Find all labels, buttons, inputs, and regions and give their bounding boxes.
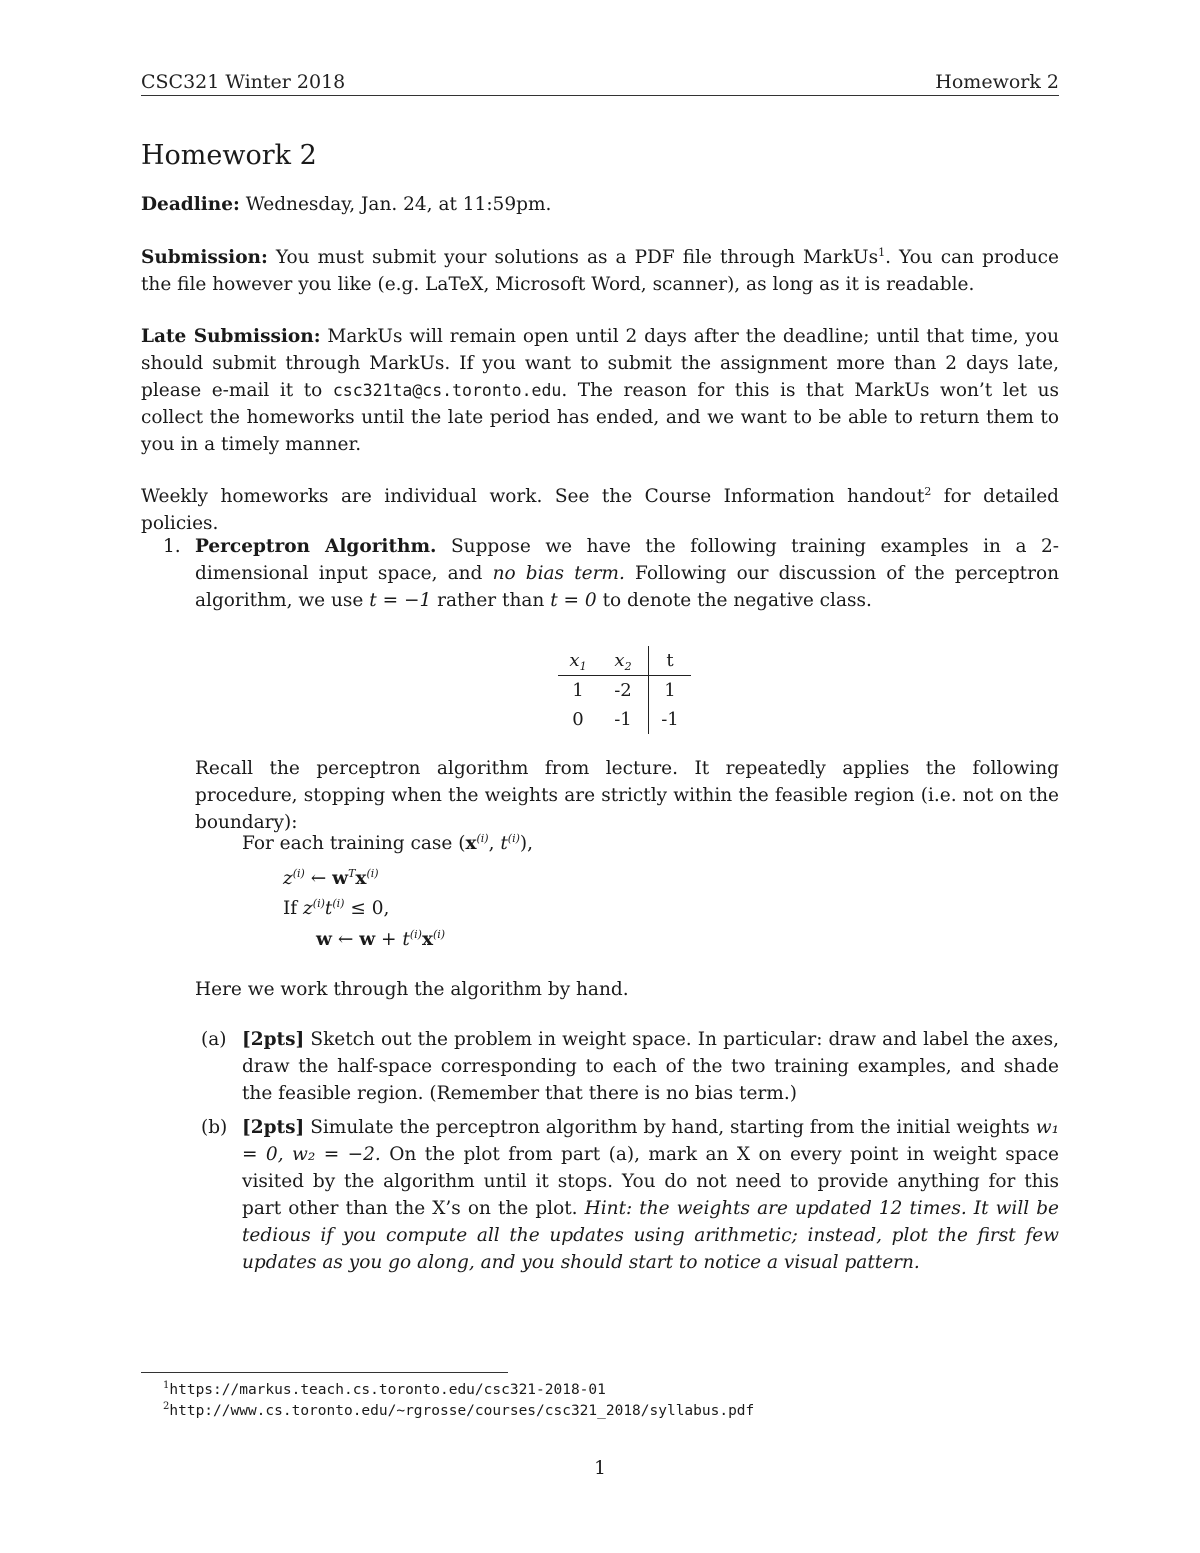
part-b-text-a: Simulate the perceptron algorithm by hand, starting from the initial weights xyxy=(310,1117,1030,1138)
late-submission-paragraph xyxy=(141,323,1059,458)
header-course: CSC321 Winter 2018 xyxy=(141,71,346,93)
algo-line-4: w ← $w + t^{(i)}x^{(i)}$ xyxy=(316,928,446,950)
late-text-b: . The reason for this is that MarkUs won’t let us collect the homeworks until the late period has ended, and we want to be able to return them to you in a timely manner. xyxy=(141,380,1060,455)
table-cell: 1 xyxy=(649,676,692,706)
table-row xyxy=(558,705,691,734)
late-text-a: MarkUs will remain open until 2 days after the deadline; until that time, you should submit through MarkUs. If you want to submit the assignment more than 2 days late, please e-mail it to xyxy=(141,326,1059,401)
problem-number: 1. xyxy=(163,536,181,557)
deadline-text: Wednesday, Jan. 24, at 11:59pm. xyxy=(245,194,552,215)
table-header-row xyxy=(558,646,691,676)
page-title: Homework 2 xyxy=(141,140,317,171)
footnote-rule xyxy=(141,1372,508,1373)
deadline-label: Deadline: xyxy=(141,194,240,215)
syllabus-url-link[interactable]: http://www.cs.toronto.edu/~rgrosse/courses/csc321_2018/syllabus.pdf xyxy=(169,1403,755,1419)
part-a-label: (a) xyxy=(201,1029,227,1050)
submission-paragraph xyxy=(141,244,1059,298)
table-cell: 0 xyxy=(572,709,584,730)
initial-weights: w₁ = 0, w₂ = −2. xyxy=(242,1117,1059,1165)
footnote-1: $^1$https://markus.teach.cs.toronto.edu/csc321-2018-01 xyxy=(163,1380,606,1398)
header-x2: $x_2$ xyxy=(598,646,649,676)
part-b-hint: Hint: the weights are updated 12 times. It will be tedious if you compute all the updates using arithmetic; instead, plot the first few updates as you go along, and you should start to notice a visual pattern. xyxy=(242,1198,1059,1273)
problem-title: Perceptron Algorithm. xyxy=(195,536,437,557)
t-zero: t = 0 xyxy=(550,590,597,611)
header-t: t xyxy=(649,646,692,676)
part-b-label: (b) xyxy=(201,1117,228,1138)
algo-line-1: For each training case ($x^{(i)}$, $t^{(i)}$), xyxy=(242,832,534,854)
markus-url-link[interactable]: https://markus.teach.cs.toronto.edu/csc321-2018-01 xyxy=(169,1382,606,1398)
algo-line-2: $z^{(i)}$ ← $w^Tx^{(i)}$ xyxy=(283,867,379,889)
part-a-body xyxy=(242,1026,1059,1107)
problem-text-a: Suppose we have the following training examples in a 2-dimensional input space, and xyxy=(195,536,1059,584)
footnote-2: $^2$http://www.cs.toronto.edu/~rgrosse/courses/csc321_2018/syllabus.pdf xyxy=(163,1401,755,1419)
header-title: Homework 2 xyxy=(935,71,1059,93)
late-label: Late Submission: xyxy=(141,326,321,347)
no-bias-term: no bias term. xyxy=(492,563,625,584)
here-paragraph: Here we work through the algorithm by hand. xyxy=(195,979,629,1000)
table-cell: -1 xyxy=(649,705,692,734)
submission-text-b: . You can produce the file however you like (e.g. LaTeX, Microsoft Word, scanner), as long as it is readable. xyxy=(141,247,1059,295)
page-number: 1 xyxy=(594,1458,606,1479)
header-x1: $x_1$ xyxy=(558,646,598,676)
submission-label: Submission: xyxy=(141,247,268,268)
weekly-text-a: Weekly homeworks are individual work. See the Course Information handout xyxy=(141,486,925,507)
footnote-ref-2[interactable]: 2 xyxy=(924,485,932,498)
deadline-paragraph xyxy=(141,191,1059,218)
recall-paragraph: Recall the perceptron algorithm from lecture. It repeatedly applies the following procedure, stopping when the weights are strictly within the feasible region (i.e. not on the boundary): xyxy=(195,758,1059,833)
part-a-text: Sketch out the problem in weight space. In particular: draw and label the axes, draw the half-space corresponding to each of the two training examples, and shade the feasible region. (Remember that there is no bias term.) xyxy=(242,1029,1059,1104)
weekly-paragraph xyxy=(141,483,1059,537)
header-rule xyxy=(141,95,1059,96)
table-row xyxy=(558,676,691,706)
footnote-ref-1[interactable]: 1 xyxy=(878,246,886,259)
table-cell: -1 xyxy=(614,709,632,730)
submission-text-a: You must submit your solutions as a PDF file through MarkUs xyxy=(275,247,879,268)
problem-text-c: to denote the negative class. xyxy=(602,590,872,611)
rather-than: rather than xyxy=(437,590,545,611)
part-b-text-b: On the plot from part (a), mark an X on every point in weight space visited by the algorithm until it stops. You do not need to provide anything for this part other than the X’s on the plot. xyxy=(242,1144,1059,1219)
t-negative: t = −1 xyxy=(369,590,432,611)
table-cell: -2 xyxy=(614,680,632,701)
part-b-body xyxy=(242,1114,1059,1276)
training-examples-table xyxy=(558,646,691,734)
part-a-points: [2pts] xyxy=(242,1029,305,1050)
ta-email-link[interactable]: csc321ta@cs.toronto.edu xyxy=(332,381,562,400)
weekly-text-b: for detailed policies. xyxy=(141,486,1059,534)
algo-line-3: If $z^{(i)}t^{(i)} \le 0$, xyxy=(283,897,390,919)
problem-text-b: Following our discussion of the perceptron algorithm, we use xyxy=(195,563,1059,611)
part-b-points: [2pts] xyxy=(242,1117,305,1138)
problem-intro xyxy=(195,533,1059,614)
table-cell: 1 xyxy=(572,680,584,701)
